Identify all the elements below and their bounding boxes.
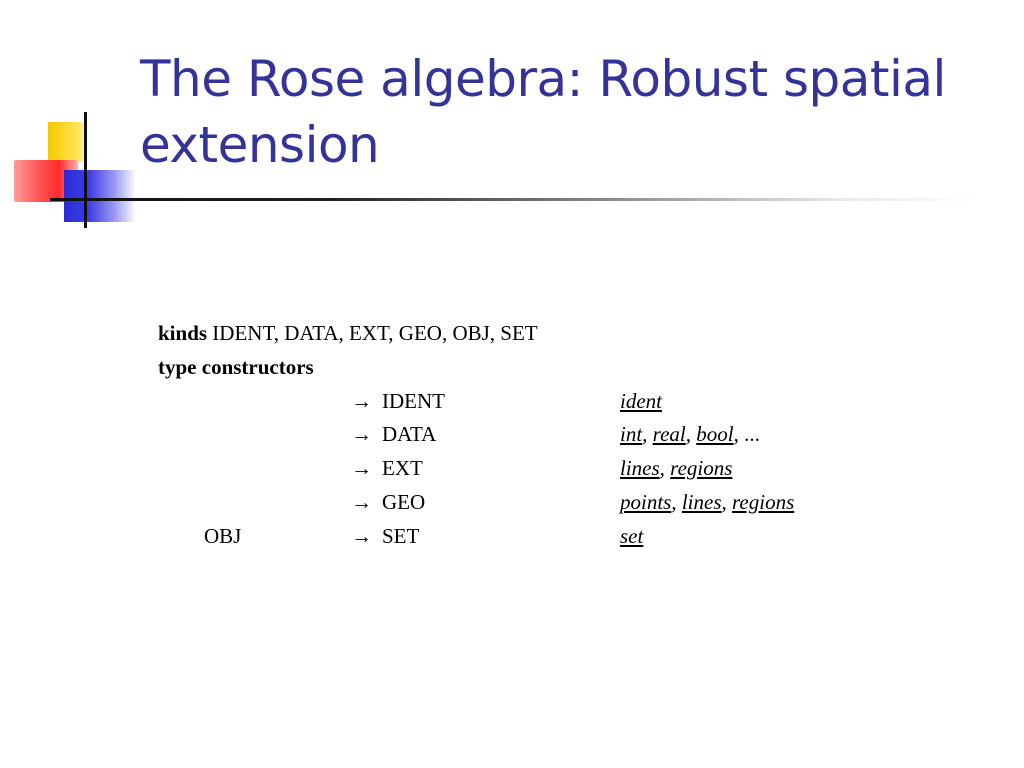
constructor-source-kind: OBJ	[204, 524, 242, 548]
kinds-line	[158, 318, 538, 348]
page-title: The Rose algebra: Robust spatial extension	[140, 50, 946, 174]
type-constructor-name: regions	[670, 456, 733, 480]
constructor-operators: points, lines, regions	[620, 490, 795, 514]
kinds-keyword: kinds	[158, 321, 208, 345]
constructor-operators: int, real, bool, ...	[620, 422, 760, 446]
constructor-result-kind: GEO	[382, 490, 426, 514]
logo-yellow-square	[48, 122, 86, 162]
constructor-operators: lines, regions	[620, 456, 733, 480]
logo-blue-square	[64, 170, 136, 222]
constructor-operators	[620, 521, 643, 551]
constructor-result-kind: IDENT	[382, 389, 445, 413]
constructor-row	[158, 386, 858, 416]
type-constructors-label: type constructors	[158, 355, 314, 379]
type-constructor-name: bool	[696, 422, 734, 446]
type-constructor-name: lines	[620, 456, 660, 480]
type-constructor-name: ident	[620, 389, 662, 413]
ellipsis-suffix: , ...	[733, 422, 760, 446]
constructor-operators	[620, 386, 662, 416]
type-constructor-name: points	[620, 490, 672, 514]
type-constructor-name: real	[652, 422, 686, 446]
constructor-row	[158, 521, 858, 551]
logo-vertical-line	[84, 112, 87, 228]
title-divider	[50, 198, 980, 201]
arrow-icon: →	[351, 389, 372, 413]
constructor-row	[158, 419, 858, 449]
arrow-icon: →	[351, 456, 372, 480]
type-constructor-name: lines	[681, 490, 722, 514]
slide-logo-icon	[0, 0, 140, 240]
arrow-icon: →	[351, 490, 372, 514]
arrow-icon: →	[351, 422, 372, 446]
constructor-row	[158, 487, 858, 517]
type-constructor-name: int	[620, 422, 643, 446]
type-constructor-name: regions	[732, 490, 795, 514]
kinds-list: IDENT, DATA, EXT, GEO, OBJ, SET	[212, 321, 538, 345]
constructor-result-kind: DATA	[382, 422, 437, 446]
constructor-row	[158, 453, 858, 483]
arrow-icon: →	[351, 524, 372, 548]
constructor-result-kind: SET	[382, 524, 420, 548]
constructor-result-kind: EXT	[382, 456, 423, 480]
type-constructors-heading	[158, 352, 314, 382]
type-constructor-name: set	[620, 524, 644, 548]
